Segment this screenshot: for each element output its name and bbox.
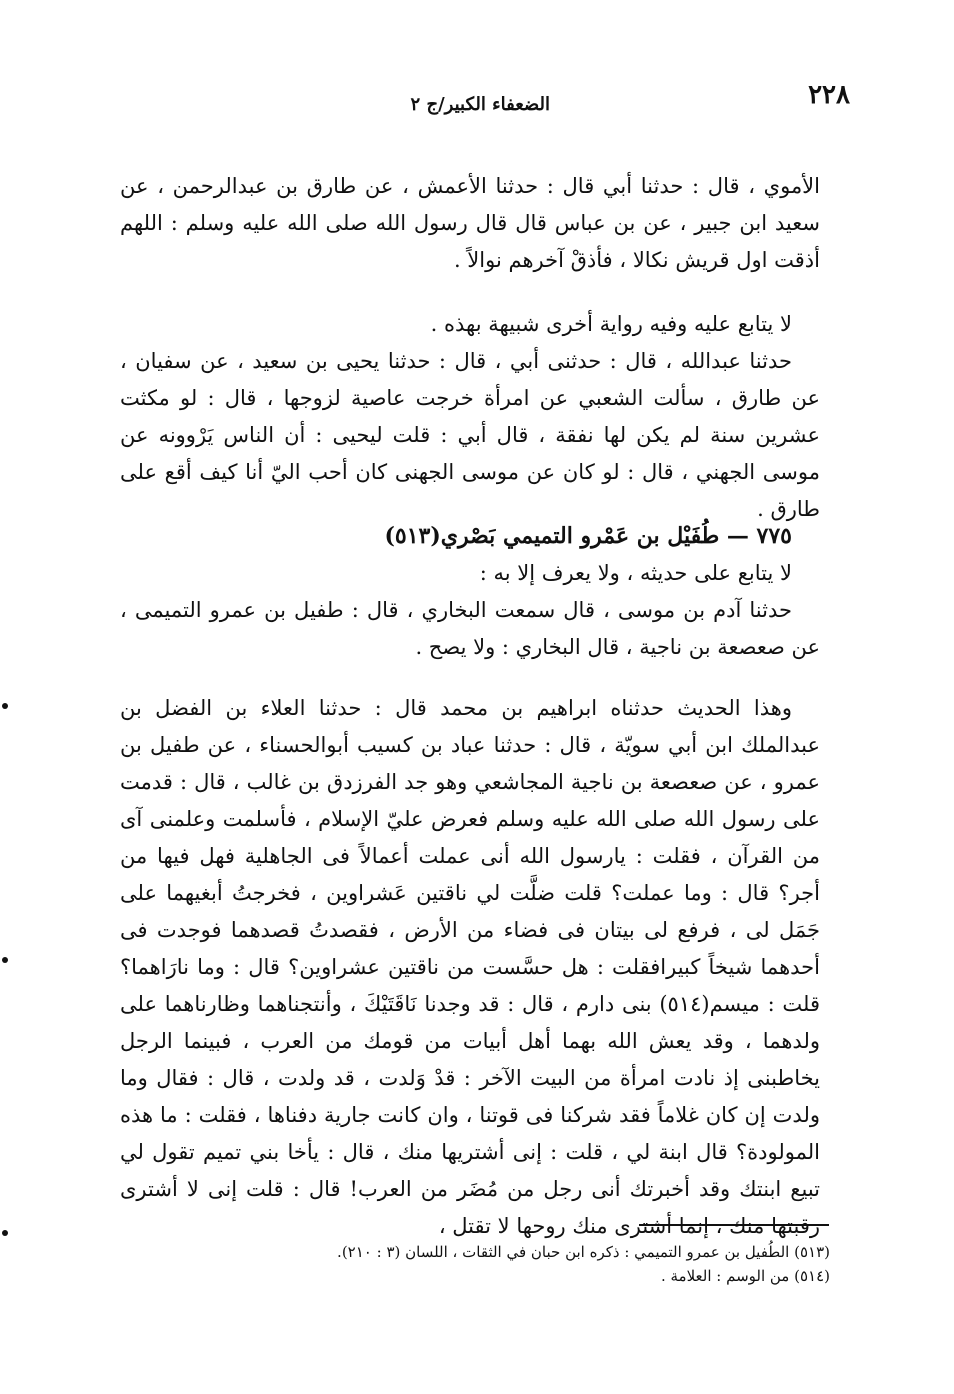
margin-mark <box>2 703 8 709</box>
footnotes <box>200 1240 830 1288</box>
text-block-1 <box>120 168 820 279</box>
page-header <box>120 80 850 128</box>
entry-heading-775: ٧٧٥ — طُفَيْل بن عَمْرو التميمي بَصْري(٥١٣) <box>384 523 792 549</box>
paragraph-note: لا يتابع عليه وفيه رواية أخرى شبيهة بهذه . <box>430 312 792 336</box>
text-block-3 <box>120 518 820 666</box>
page-number: ٢٢٨ <box>808 80 850 110</box>
paragraph-hadith-quraysh: الأموي ، قال : حدثنا أبي قال : حدثنا الأعمش ، عن طارق بن عبدالرحمن ، عن سعيد ابن جبير ، عن بن عباس قال قال رسول الله صلى الله عليه وسلم : اللهم أذقت اول قريش نكالا ، فأذقْ آخرهم نوالاً . <box>120 174 820 272</box>
margin-mark <box>2 957 8 963</box>
paragraph-entry-note: لا يتابع على حديثه ، ولا يعرف إلا به : <box>479 561 792 585</box>
running-title: الضعفاء الكبير/ج ٢ <box>410 94 550 115</box>
footnote-513: (٥١٣) الطُفيل بن عمرو التميمي : ذكره ابن حبان في الثقات ، اللسان (٣ : ٢١٠). <box>337 1243 830 1261</box>
paragraph-sasaa-hadith: وهذا الحديث حدثناه ابراهيم بن محمد قال : حدثنا العلاء بن الفضل بن عبدالملك ابن أبي سويّة ، قال : حدثنا عباد بن كسيب أبوالحسناء ، عن طفيل بن عمرو ، عن صعصعة بن ناجية المجاشعي وهو جد الفرزدق بن غالب ، قال : قدمت على رسول الله صلى الله عليه وسلم فعرض عليّ الإسلام ، فأسلمت وعلمنى آى من القرآن ، فقلت : يارسول الله أنى عملت أعمالاً فى الجاهلية فهل فيها من أجر؟ قال : وما عملت؟ قلت ضلَّت لي ناقتين عَشراوين ، فخرجتُ أبغيهما على جَمَل لى ، فرفع لى بيتان فى فضاء من الأرض ، فقصدتُ قصدهما فوجدت فى أحدهما شيخاً كبيرافقلت : هل حسَّست من ناقتين عشراوين؟ قال : وما نارَاهما؟ قلت : ميسم(٥١٤) بنى دارم ، قال : قد وجدنا نَاقَتَيْكَ ، وأنتجناهما وظارناهما على ولدهما ، وقد يعش الله بهما أهل أبيات من قومك من العرب ، فبينما الرجل يخاطبنى إذ نادت امرأة من البيت الآخر : قدْ وَلدت ، قد ولدت ، قال : فقال وما ولدت إن كان غلاماً فقد شركنا فى قوتنا ، وان كانت جارية دفناها ، فقلت : ما هذه المولودة؟ قال ابنة لي ، قلت : إنى أشتريها منك ، قال : يأخا بني تميم تقول لي تبيع ابنتك وقد أخبرتك أنى رجل من مُضَر من العرب! قال : قلت إنى لا أشترى رقبتها منك ، إنما أشترى منك روحها لا تقتل ، <box>120 696 820 1238</box>
paragraph-hadith-tariq: حدثنا عبدالله ، قال : حدثنى أبي ، قال : حدثنا يحيى بن سعيد ، عن سفيان ، عن طارق ، سألت الشعبي عن امرأة خرجت عاصية لزوجها ، قال : لو مكثت عشرين سنة لم يكن لها نفقة ، قال أبي : قلت ليحيى : أن الناس يَرْوونه عن موسى الجهني ، قال : لو كان عن موسى الجهنى كان أحب اليّ أنا كيف أقع على طارق . <box>120 349 820 521</box>
text-block-2 <box>120 306 820 528</box>
margin-mark <box>2 1230 8 1236</box>
paragraph-entry-isnad: حدثنا آدم بن موسى ، قال سمعت البخاري ، قال : طفيل بن عمرو التميمى ، عن صعصعة بن ناجية ، قال البخاري : ولا يصح . <box>120 598 820 659</box>
footnote-divider <box>639 1224 829 1226</box>
footnote-514: (٥١٤) من الوسم : العلامة . <box>660 1267 830 1285</box>
text-block-4 <box>120 690 820 1245</box>
